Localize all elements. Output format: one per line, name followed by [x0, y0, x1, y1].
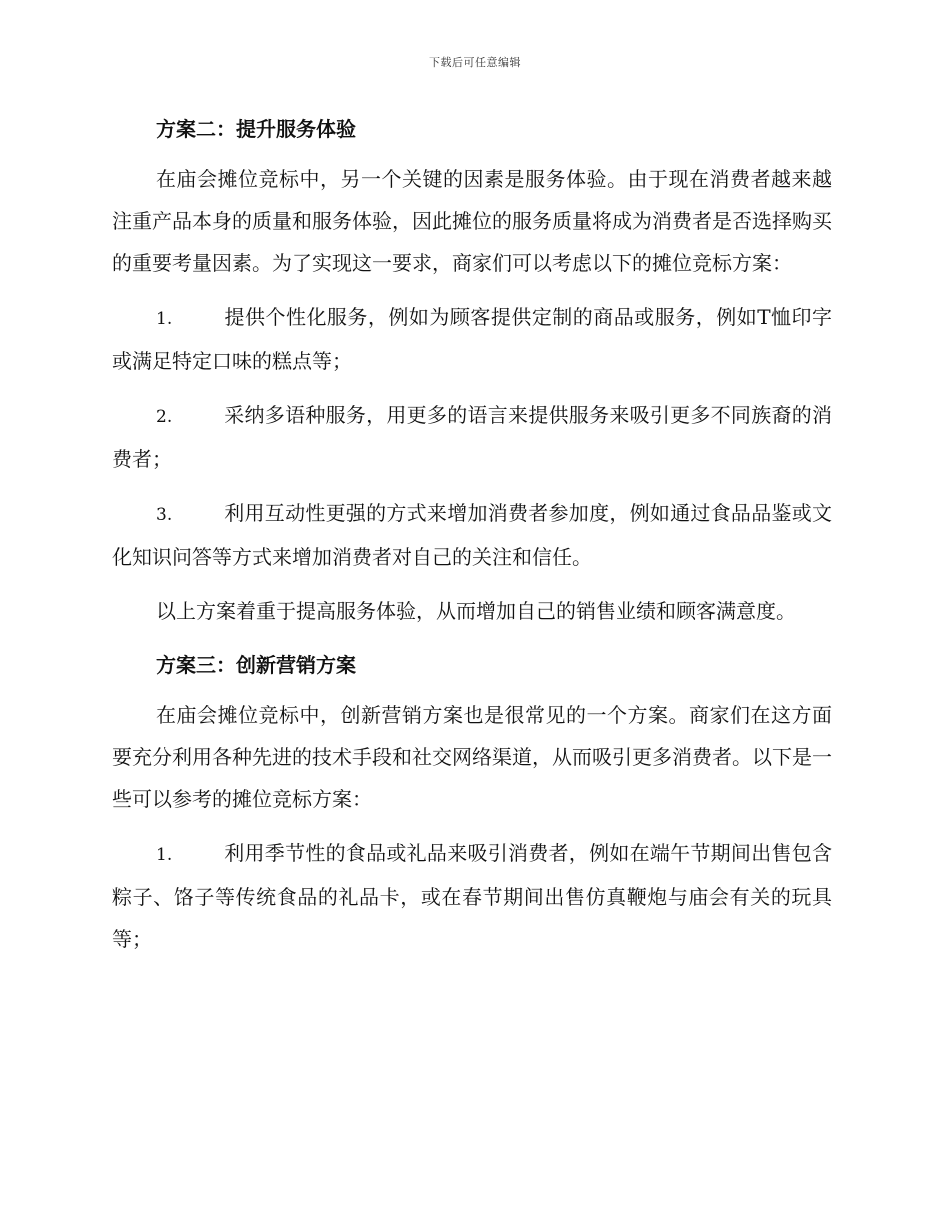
- document-body: [112, 108, 832, 972]
- list-item-number: 2.: [156, 407, 173, 427]
- list-item: [112, 492, 832, 578]
- list-item-text: 利用季节性的食品或礼品来吸引消费者，例如在端午节期间出售包含粽子、饹子等传统食品的礼品卡，或在春节期间出售仿真鞭炮与庙会有关的玩具等；: [112, 841, 832, 951]
- list-item-number: 3.: [156, 505, 173, 525]
- page-header: 下载后可任意编辑: [429, 56, 521, 69]
- list-item-text: 提供个性化服务，例如为顾客提供定制的商品或服务，例如T恤印字或满足特定口味的糕点等；: [112, 305, 832, 373]
- list-item: [112, 296, 832, 382]
- list-item-text: 采纳多语种服务，用更多的语言来提供服务来吸引更多不同族裔的消费者；: [112, 403, 832, 471]
- section-heading: 方案三：创新营销方案: [156, 653, 356, 677]
- list-item-number: 1.: [156, 845, 173, 865]
- section-intro: 在庙会摊位竞标中，创新营销方案也是很常见的一个方案。商家们在这方面要充分利用各种先进的技术手段和社交网络渠道，从而吸引更多消费者。以下是一些可以参考的摊位竞标方案：: [112, 703, 832, 811]
- list-item: [112, 394, 832, 480]
- section-conclusion: 以上方案着重于提高服务体验，从而增加自己的销售业绩和顾客满意度。: [156, 599, 796, 623]
- section-heading: 方案二：提升服务体验: [156, 117, 356, 141]
- section-intro: 在庙会摊位竞标中，另一个关键的因素是服务体验。由于现在消费者越来越注重产品本身的质量和服务体验，因此摊位的服务质量将成为消费者是否选择购买的重要考量因素。为了实现这一要求，商家们可以考虑以下的摊位竞标方案：: [112, 167, 832, 275]
- list-item: [112, 832, 832, 960]
- list-item-text: 利用互动性更强的方式来增加消费者参加度，例如通过食品品鉴或文化知识问答等方式来增加消费者对自己的关注和信任。: [112, 501, 832, 569]
- list-item-number: 1.: [156, 309, 173, 329]
